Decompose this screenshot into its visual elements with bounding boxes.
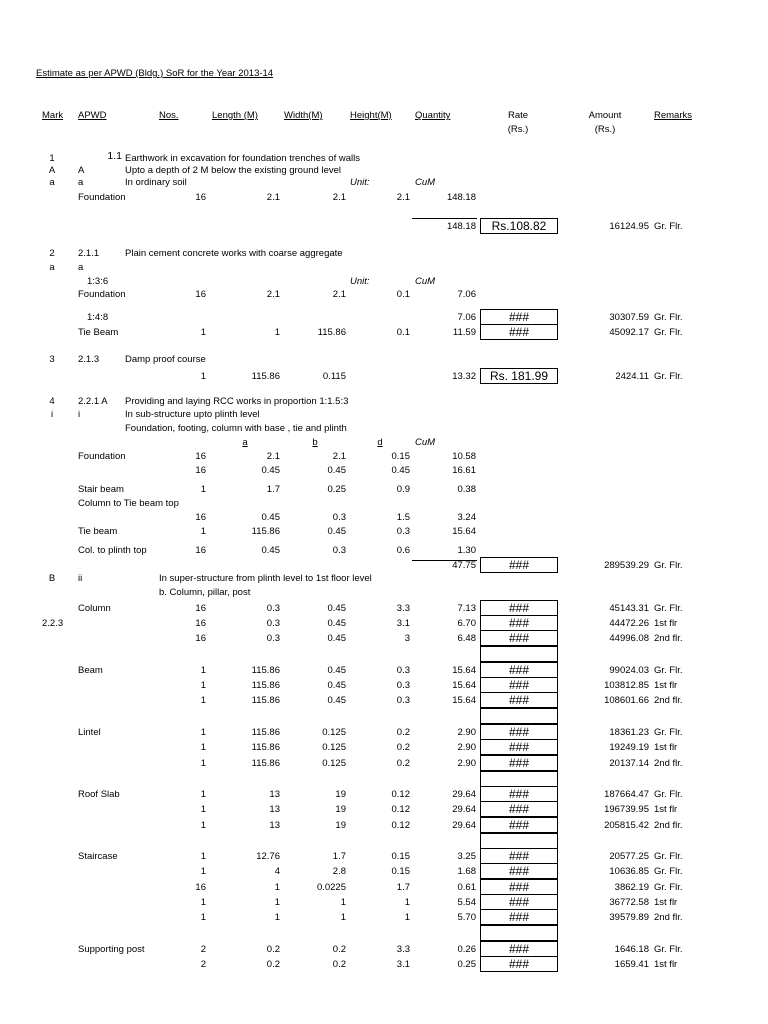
apwd-cell: Tie beam xyxy=(78,526,118,537)
mark-cell: A xyxy=(48,165,56,176)
quantity-cell: 0.25 xyxy=(457,959,476,970)
length-cell: 115.86 xyxy=(251,665,280,676)
rate-cell: ### xyxy=(480,662,558,678)
nos-cell: 16 xyxy=(195,545,206,556)
width-cell: 0.25 xyxy=(327,484,346,495)
sheet-title: Estimate as per APWD (Bldg.) SoR for the Year 2013-14 xyxy=(36,68,274,79)
nos-cell: 16 xyxy=(195,451,206,462)
nos-cell: 1 xyxy=(200,804,206,815)
apwd-cell: a xyxy=(78,177,84,188)
remark-cell: Gr. Flr. xyxy=(654,882,683,893)
width-cell: 0.45 xyxy=(327,633,346,644)
mark-cell: 2 xyxy=(49,248,55,259)
length-cell: 1 xyxy=(274,882,280,893)
height-cell: 0.15 xyxy=(391,851,410,862)
amount-cell: 44472.26 xyxy=(609,618,649,629)
quantity-cell: 29.64 xyxy=(452,789,476,800)
nos-cell: 1 xyxy=(200,371,206,382)
width-cell: 2.8 xyxy=(332,866,346,877)
amount-cell: 205815.42 xyxy=(604,820,649,831)
nos-cell: 2 xyxy=(200,959,206,970)
apwd-cell: Foundation xyxy=(78,192,126,203)
height-cell: 0.6 xyxy=(396,545,410,556)
remark-cell: 1st flr xyxy=(654,897,678,908)
height-cell: 1.7 xyxy=(396,882,410,893)
width-cell: 0.125 xyxy=(322,727,346,738)
height-cell: 1 xyxy=(404,897,410,908)
quantity-cell: 2.90 xyxy=(457,758,476,769)
apwd-cell: 2.1.3 xyxy=(78,354,100,365)
header-length: Length (M) xyxy=(212,110,258,121)
amount-cell: 10636.85 xyxy=(609,866,649,877)
rate-cell: ### xyxy=(480,600,558,616)
height-cell: 0.9 xyxy=(396,484,410,495)
rate-cell: ### xyxy=(480,817,558,833)
quantity-cell: 11.59 xyxy=(452,327,476,338)
nos-cell: 2 xyxy=(200,944,206,955)
apwd-cell: Column xyxy=(78,603,111,614)
length-cell: 4 xyxy=(274,866,280,877)
dimension-label-a: a xyxy=(242,437,248,448)
height-cell: 1 xyxy=(404,912,410,923)
nos-cell: 16 xyxy=(195,465,206,476)
height-cell: 0.1 xyxy=(396,289,410,300)
height-cell: 0.3 xyxy=(396,680,410,691)
apwd-cell: 1:3:6 xyxy=(87,276,109,287)
amount-cell: 103812.85 xyxy=(604,680,649,691)
description-cell: Earthwork in excavation for foundation trenches of walls xyxy=(125,153,360,164)
rate-cell: ### xyxy=(480,724,558,740)
rate-cell: ### xyxy=(480,941,558,957)
amount-cell: 16124.95 xyxy=(609,221,649,232)
unit-value: CuM xyxy=(415,276,436,287)
width-cell: 0.3 xyxy=(332,545,346,556)
apwd-cell: ii xyxy=(78,573,83,584)
width-cell: 0.45 xyxy=(327,695,346,706)
length-cell: 0.3 xyxy=(266,603,280,614)
rate-cell: ### xyxy=(480,894,558,910)
quantity-cell: 47.75 xyxy=(452,560,476,571)
apwd-cell: a xyxy=(78,262,84,273)
height-cell: 0.3 xyxy=(396,526,410,537)
height-cell: 0.2 xyxy=(396,727,410,738)
apwd-cell: Beam xyxy=(78,665,103,676)
description-cell: b. Column, pillar, post xyxy=(159,587,251,598)
quantity-cell: 0.38 xyxy=(457,484,476,495)
rate-cell: ### xyxy=(480,909,558,925)
nos-cell: 16 xyxy=(195,633,206,644)
length-cell: 115.86 xyxy=(251,727,280,738)
width-cell: 0.45 xyxy=(327,680,346,691)
quantity-cell: 5.54 xyxy=(457,897,476,908)
unit-value: CuM xyxy=(415,437,436,448)
amount-cell: 44996.08 xyxy=(609,633,649,644)
height-cell: 0.2 xyxy=(396,758,410,769)
header-remarks: Remarks xyxy=(654,110,693,121)
amount-cell: 36772.58 xyxy=(609,897,649,908)
length-cell: 13 xyxy=(269,789,280,800)
width-cell: 0.125 xyxy=(322,742,346,753)
remark-cell: Gr. Flr. xyxy=(654,371,683,382)
quantity-cell: 15.64 xyxy=(452,665,476,676)
remark-cell: 2nd flr. xyxy=(654,758,683,769)
remark-cell: Gr. Flr. xyxy=(654,866,683,877)
remark-cell: Gr. Flr. xyxy=(654,789,683,800)
nos-cell: 1 xyxy=(200,820,206,831)
quantity-cell: 15.64 xyxy=(452,695,476,706)
rate-cell: Rs. 181.99 xyxy=(480,368,558,384)
length-cell: 0.3 xyxy=(266,618,280,629)
length-cell: 13 xyxy=(269,804,280,815)
description-cell: Damp proof course xyxy=(125,354,206,365)
amount-cell: 20137.14 xyxy=(609,758,649,769)
unit-value: CuM xyxy=(415,177,436,188)
rate-cell: ### xyxy=(480,863,558,879)
height-cell: 1.5 xyxy=(396,512,410,523)
quantity-cell: 6.48 xyxy=(457,633,476,644)
amount-cell: 45143.31 xyxy=(609,603,649,614)
subtotal-rule xyxy=(412,560,477,561)
rate-cell: ### xyxy=(480,879,558,895)
description-cell: In sub-structure upto plinth level xyxy=(125,409,260,420)
quantity-cell: 7.06 xyxy=(457,289,476,300)
mark-cell: 1 xyxy=(49,153,55,164)
rate-cell: ### xyxy=(480,786,558,802)
remark-cell: Gr. Flr. xyxy=(654,312,683,323)
remark-cell: Gr. Flr. xyxy=(654,603,683,614)
nos-cell: 1 xyxy=(200,758,206,769)
amount-cell: 289539.29 xyxy=(604,560,649,571)
nos-cell: 1 xyxy=(200,484,206,495)
width-cell: 0.0225 xyxy=(316,882,346,893)
nos-cell: 1 xyxy=(200,742,206,753)
height-cell: 3.1 xyxy=(396,959,410,970)
nos-cell: 1 xyxy=(200,695,206,706)
width-cell: 19 xyxy=(335,804,346,815)
quantity-cell: 148.18 xyxy=(446,192,476,203)
dimension-label-b: b xyxy=(312,437,318,448)
remark-cell: Gr. Flr. xyxy=(654,727,683,738)
height-cell: 0.12 xyxy=(391,789,410,800)
rate-spacer-cell xyxy=(480,833,558,849)
quantity-cell: 1.68 xyxy=(457,866,476,877)
nos-cell: 1 xyxy=(200,866,206,877)
mark-cell: 3 xyxy=(49,354,55,365)
header-quantity: Quantity xyxy=(415,110,451,121)
quantity-cell: 0.26 xyxy=(457,944,476,955)
amount-cell: 20577.25 xyxy=(609,851,649,862)
apwd-cell: Column to Tie beam top xyxy=(78,498,179,509)
remark-cell: Gr. Flr. xyxy=(654,665,683,676)
length-cell: 0.3 xyxy=(266,633,280,644)
height-cell: 0.2 xyxy=(396,742,410,753)
nos-cell: 16 xyxy=(195,618,206,629)
header-amount-unit: (Rs.) xyxy=(594,124,616,135)
quantity-cell: 15.64 xyxy=(452,680,476,691)
nos-cell: 1 xyxy=(200,912,206,923)
quantity-cell: 2.90 xyxy=(457,742,476,753)
nos-cell: 1 xyxy=(200,851,206,862)
nos-cell: 16 xyxy=(195,603,206,614)
quantity-cell: 15.64 xyxy=(452,526,476,537)
rate-cell: ### xyxy=(480,630,558,646)
rate-cell: ### xyxy=(480,615,558,631)
height-cell: 2.1 xyxy=(396,192,410,203)
nos-cell: 1 xyxy=(200,327,206,338)
nos-cell: 1 xyxy=(200,665,206,676)
length-cell: 1 xyxy=(274,912,280,923)
remark-cell: 2nd flr. xyxy=(654,695,683,706)
remark-cell: 1st flr xyxy=(654,804,678,815)
apwd-cell: Staircase xyxy=(78,851,118,862)
header-nos: Nos. xyxy=(159,110,179,121)
width-cell: 0.3 xyxy=(332,512,346,523)
subtotal-rule xyxy=(412,218,477,219)
height-cell: 3.3 xyxy=(396,603,410,614)
amount-cell: 196739.95 xyxy=(604,804,649,815)
quantity-cell: 13.32 xyxy=(452,371,476,382)
description-cell: Upto a depth of 2 M below the existing ground level xyxy=(125,165,341,176)
mark-cell: 2.2.3 xyxy=(42,618,64,629)
length-cell: 115.86 xyxy=(251,695,280,706)
description-cell: In super-structure from plinth level to 1st floor level xyxy=(159,573,372,584)
apwd-cell: 2.2.1 A xyxy=(78,396,108,407)
description-cell: Plain cement concrete works with coarse aggregate xyxy=(125,248,343,259)
height-cell: 0.12 xyxy=(391,820,410,831)
nos-cell: 16 xyxy=(195,289,206,300)
height-cell: 0.15 xyxy=(391,451,410,462)
quantity-cell: 7.06 xyxy=(457,312,476,323)
header-height: Height(M) xyxy=(350,110,392,121)
height-cell: 0.3 xyxy=(396,665,410,676)
length-cell: 115.86 xyxy=(251,680,280,691)
length-cell: 0.2 xyxy=(266,944,280,955)
quantity-cell: 7.13 xyxy=(457,603,476,614)
amount-cell: 187664.47 xyxy=(604,789,649,800)
description-cell: Providing and laying RCC works in proportion 1:1.5:3 xyxy=(125,396,349,407)
quantity-cell: 2.90 xyxy=(457,727,476,738)
amount-cell: 3862.19 xyxy=(614,882,649,893)
rate-cell: ### xyxy=(480,324,558,340)
width-cell: 115.86 xyxy=(317,327,346,338)
length-cell: 1.7 xyxy=(266,484,280,495)
rate-spacer-cell xyxy=(480,708,558,724)
amount-cell: 99024.03 xyxy=(609,665,649,676)
nos-cell: 1 xyxy=(200,680,206,691)
apwd-cell: A xyxy=(78,165,85,176)
amount-cell: 1659.41 xyxy=(614,959,649,970)
remark-cell: 1st flr xyxy=(654,680,678,691)
width-cell: 2.1 xyxy=(332,192,346,203)
apwd-cell: Supporting post xyxy=(78,944,145,955)
mark-cell: a xyxy=(49,177,55,188)
nos-cell: 1 xyxy=(200,526,206,537)
width-cell: 0.125 xyxy=(322,758,346,769)
rate-cell: ### xyxy=(480,755,558,771)
nos-cell: 16 xyxy=(195,192,206,203)
mark-cell: a xyxy=(49,262,55,273)
rate-cell: ### xyxy=(480,677,558,693)
height-cell: 0.15 xyxy=(391,866,410,877)
width-cell: 2.1 xyxy=(332,289,346,300)
quantity-cell: 5.70 xyxy=(457,912,476,923)
header-rate: Rate xyxy=(507,110,529,121)
nos-cell: 1 xyxy=(200,789,206,800)
apwd-cell: Foundation xyxy=(78,451,126,462)
length-cell: 0.45 xyxy=(261,545,280,556)
quantity-cell: 29.64 xyxy=(452,820,476,831)
remark-cell: Gr. Flr. xyxy=(654,560,683,571)
mark-cell: B xyxy=(48,573,56,584)
height-cell: 0.3 xyxy=(396,695,410,706)
rate-cell: ### xyxy=(480,739,558,755)
length-cell: 2.1 xyxy=(266,289,280,300)
height-cell: 3.1 xyxy=(396,618,410,629)
width-cell: 19 xyxy=(335,820,346,831)
length-cell: 115.86 xyxy=(251,371,280,382)
width-cell: 0.2 xyxy=(332,944,346,955)
header-rate-unit: (Rs.) xyxy=(507,124,529,135)
rate-cell: ### xyxy=(480,801,558,817)
length-cell: 1 xyxy=(274,897,280,908)
rate-cell: ### xyxy=(480,848,558,864)
width-cell: 0.115 xyxy=(322,371,346,382)
header-apwd: APWD xyxy=(78,110,107,121)
height-cell: 3 xyxy=(404,633,410,644)
remark-cell: 1st flr xyxy=(654,959,678,970)
height-cell: 0.45 xyxy=(391,465,410,476)
header-amount: Amount xyxy=(588,110,622,121)
width-cell: 1 xyxy=(340,897,346,908)
description-cell: Foundation, footing, column with base , tie and plinth xyxy=(125,423,347,434)
apwd-cell: Foundation xyxy=(78,289,126,300)
description-cell: In ordinary soil xyxy=(125,177,187,188)
header-mark: Mark xyxy=(42,110,64,121)
width-cell: 1.7 xyxy=(332,851,346,862)
remark-cell: Gr. Flr. xyxy=(654,944,683,955)
amount-cell: 18361.23 xyxy=(609,727,649,738)
apwd-cell: i xyxy=(78,409,81,420)
quantity-cell: 10.58 xyxy=(452,451,476,462)
rate-cell: Rs.108.82 xyxy=(480,218,558,234)
quantity-cell: 148.18 xyxy=(446,221,476,232)
mark-cell: 4 xyxy=(49,396,55,407)
width-cell: 0.45 xyxy=(327,603,346,614)
unit-label: Unit: xyxy=(350,276,370,287)
length-cell: 2.1 xyxy=(266,192,280,203)
rate-spacer-cell xyxy=(480,925,558,941)
remark-cell: Gr. Flr. xyxy=(654,327,683,338)
width-cell: 0.2 xyxy=(332,959,346,970)
apwd-cell: 1.1 xyxy=(107,150,122,162)
length-cell: 12.76 xyxy=(256,851,280,862)
length-cell: 2.1 xyxy=(266,451,280,462)
remark-cell: 1st flr xyxy=(654,742,678,753)
apwd-cell: Tie Beam xyxy=(78,327,119,338)
apwd-cell: Stair beam xyxy=(78,484,124,495)
remark-cell: 2nd flr. xyxy=(654,912,683,923)
length-cell: 0.45 xyxy=(261,465,280,476)
length-cell: 0.2 xyxy=(266,959,280,970)
apwd-cell: Roof Slab xyxy=(78,789,120,800)
apwd-cell: 2.1.1 xyxy=(78,248,100,259)
height-cell: 0.1 xyxy=(396,327,410,338)
amount-cell: 19249.19 xyxy=(609,742,649,753)
apwd-cell: Col. to plinth top xyxy=(78,545,147,556)
amount-cell: 1646.18 xyxy=(614,944,649,955)
rate-cell: ### xyxy=(480,692,558,708)
rate-spacer-cell xyxy=(480,646,558,662)
quantity-cell: 1.30 xyxy=(457,545,476,556)
length-cell: 115.86 xyxy=(251,526,280,537)
amount-cell: 39579.89 xyxy=(609,912,649,923)
amount-cell: 2424.11 xyxy=(615,371,649,382)
remark-cell: Gr. Flr. xyxy=(654,221,683,232)
quantity-cell: 29.64 xyxy=(452,804,476,815)
quantity-cell: 3.24 xyxy=(457,512,476,523)
rate-cell: ### xyxy=(480,309,558,325)
quantity-cell: 16.61 xyxy=(452,465,476,476)
mark-cell: i xyxy=(50,409,54,420)
rate-cell: ### xyxy=(480,557,558,573)
remark-cell: 1st flr xyxy=(654,618,678,629)
nos-cell: 1 xyxy=(200,897,206,908)
amount-cell: 108601.66 xyxy=(604,695,649,706)
amount-cell: 45092.17 xyxy=(609,327,649,338)
length-cell: 1 xyxy=(274,327,280,338)
width-cell: 0.45 xyxy=(327,465,346,476)
width-cell: 1 xyxy=(340,912,346,923)
remark-cell: 2nd flr. xyxy=(654,820,683,831)
height-cell: 3.3 xyxy=(396,944,410,955)
remark-cell: Gr. Flr. xyxy=(654,851,683,862)
length-cell: 115.86 xyxy=(251,742,280,753)
width-cell: 2.1 xyxy=(332,451,346,462)
quantity-cell: 3.25 xyxy=(457,851,476,862)
rate-cell: ### xyxy=(480,956,558,972)
width-cell: 19 xyxy=(335,789,346,800)
apwd-cell: Lintel xyxy=(78,727,101,738)
nos-cell: 16 xyxy=(195,512,206,523)
quantity-cell: 6.70 xyxy=(457,618,476,629)
nos-cell: 16 xyxy=(195,882,206,893)
length-cell: 0.45 xyxy=(261,512,280,523)
remark-cell: 2nd flr. xyxy=(654,633,683,644)
dimension-label-d: d xyxy=(377,437,383,448)
height-cell: 0.12 xyxy=(391,804,410,815)
apwd-cell: 1:4:8 xyxy=(87,312,109,323)
width-cell: 0.45 xyxy=(327,618,346,629)
length-cell: 115.86 xyxy=(251,758,280,769)
length-cell: 13 xyxy=(269,820,280,831)
width-cell: 0.45 xyxy=(327,526,346,537)
unit-label: Unit: xyxy=(350,177,370,188)
rate-spacer-cell xyxy=(480,771,558,787)
nos-cell: 1 xyxy=(200,727,206,738)
width-cell: 0.45 xyxy=(327,665,346,676)
amount-cell: 30307.59 xyxy=(609,312,649,323)
header-width: Width(M) xyxy=(284,110,323,121)
quantity-cell: 0.61 xyxy=(457,882,476,893)
